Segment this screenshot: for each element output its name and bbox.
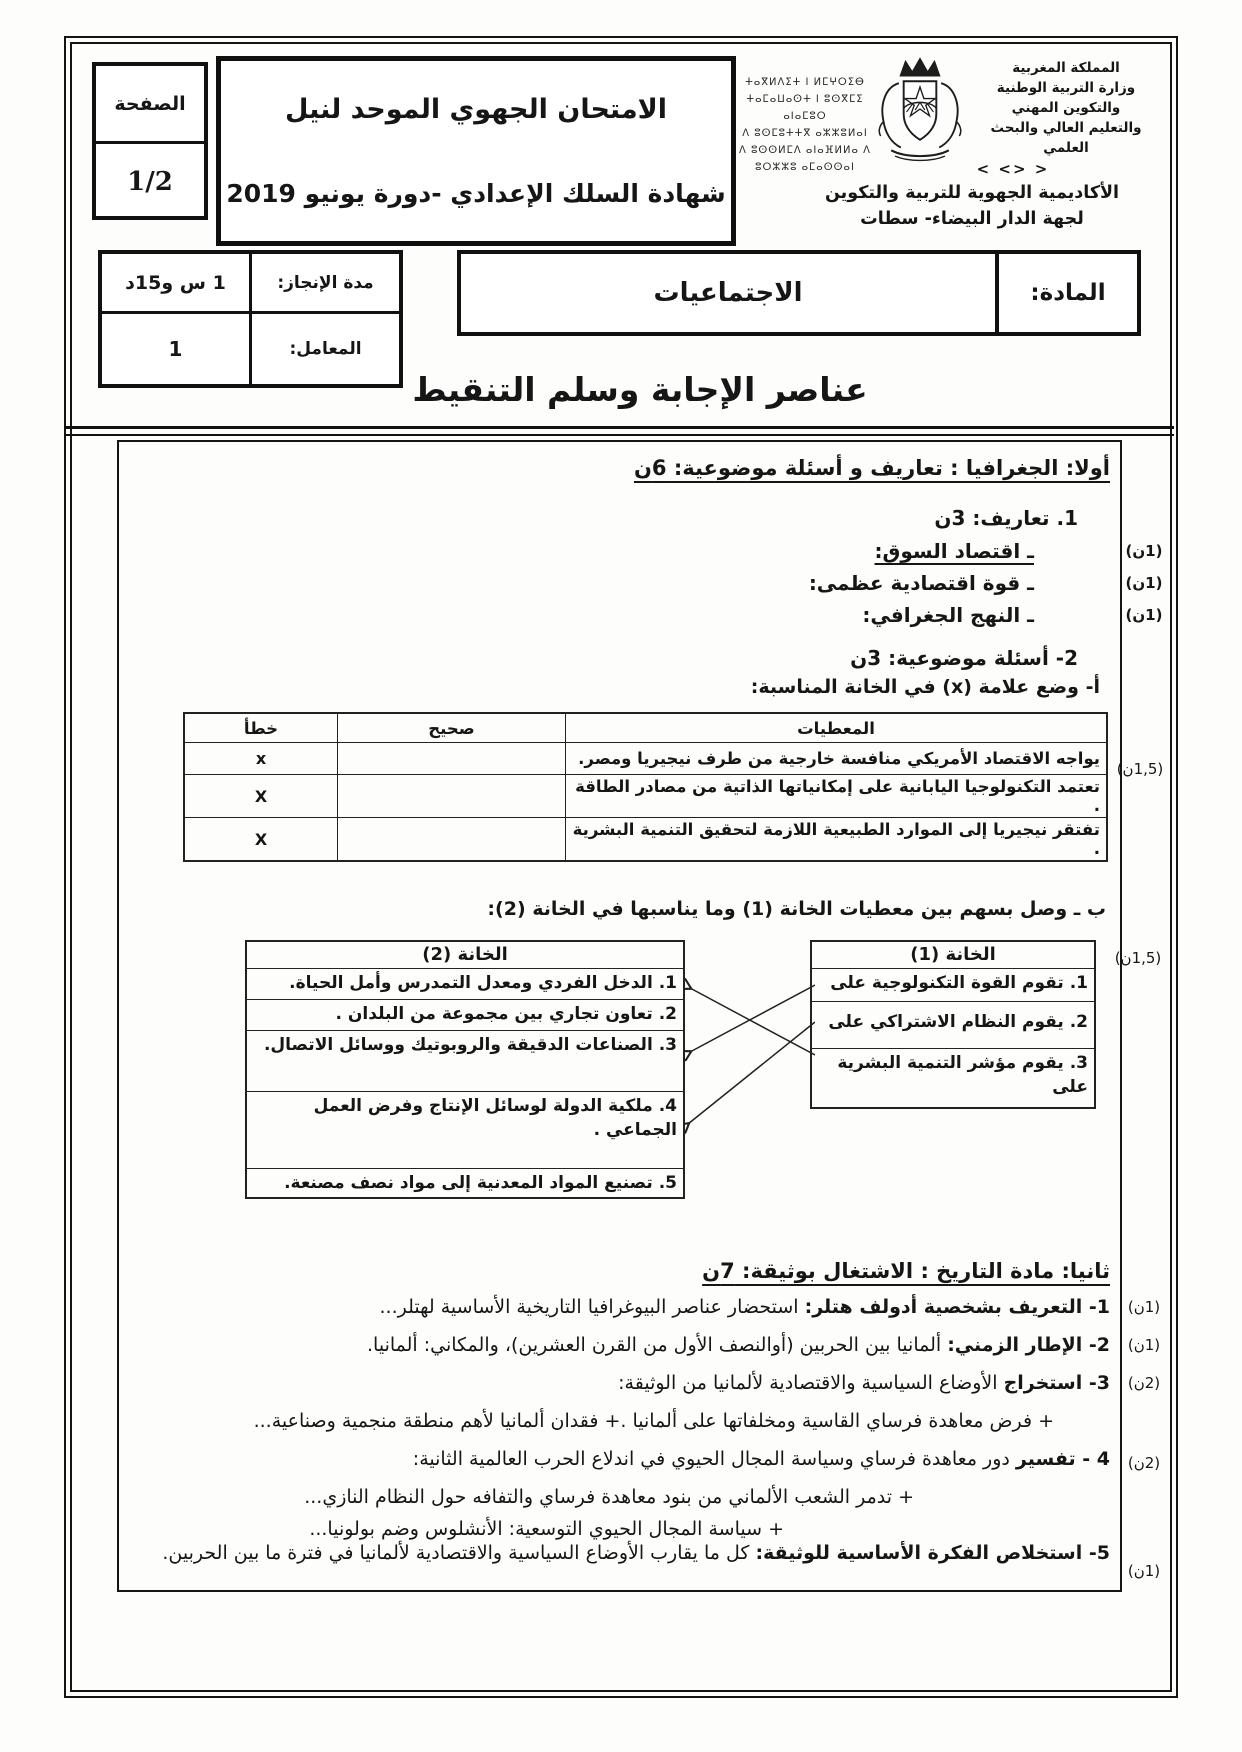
history-item-lead: 4 - تفسير [1015,1448,1110,1470]
matching-box-1 [810,940,1096,1109]
subject-label: المادة: [995,254,1137,332]
points-badge: (ن2) [1127,1454,1161,1472]
table-row [184,818,1107,862]
history-item [129,1542,1161,1580]
wrong-cell: X [184,818,338,862]
definition-term: ـ اقتصاد السوق: [874,539,1034,563]
history-item-text: + سياسة المجال الحيوي التوسعية: الأنشلوس وضم بولونيا... [309,1518,784,1540]
coefficient-value: 1 [168,337,183,361]
correct-cell [338,743,566,775]
history-section-heading: ثانيا: مادة التاريخ : الاشتغال بوثيقة: 7ن [702,1259,1110,1283]
points-badge: (ن1) [1125,542,1163,560]
points-badge: (ن1,5) [1114,949,1162,967]
history-item [129,1446,1161,1472]
duration-value: 1 س و15د [102,254,249,314]
box2-item: 4. ملكية الدولة لوسائل الإنتاج وفرض العمل الجماعي . [247,1092,683,1169]
history-item [129,1332,1161,1358]
col-wrong: خطأ [184,713,338,743]
ministry-line: والتكوين المهني [1011,100,1121,116]
points-badge: (ن1) [1125,606,1163,624]
objective-questions-heading: 2- أسئلة موضوعية: 3ن [850,646,1078,670]
tifinagh-line: ⴷ ⵓⵙⵙⵍⵎⴷ ⴰⵏⴰⴼⵍⵍⴰ ⴷ ⵓⵔⵣⵣⵓ ⴰⵎⴰⵙⵙⴰⵏ [739,145,871,173]
matching-arrows [684,968,815,1173]
points-badge: (ن1) [1127,1298,1161,1316]
history-item-text: ألمانيا بين الحربين (أوالنصف الأول من القرن العشرين)، والمكاني: ألمانيا. [367,1334,948,1356]
answer-content-box [117,440,1164,1592]
question-a-instruction: أ- وضع علامة (x) في الخانة المناسبة: [750,676,1100,698]
history-item-text: + فرض معاهدة فرساي القاسية ومخلفاتها على ألمانيا .+ فقدان ألمانيا لأهم منطقة منجمية وصناعية... [253,1410,1054,1432]
history-item-text: كل ما يقارب الأوضاع السياسية والاقتصادية لألمانيا في فترة ما بين الحربين. [162,1542,756,1564]
history-sub-item [129,1408,1114,1434]
matching-box-2 [245,940,685,1199]
table-row [184,775,1107,818]
box2-item: 5. تصنيع المواد المعدنية إلى مواد نصف مصنعة. [284,1173,677,1193]
tifinagh-line: ⵜⴰⵎⴰⵡⴰⵙⵜ ⵏ ⵓⵙⴳⵎⵉ ⴰⵏⴰⵎⵓⵔ [746,94,864,122]
definitions-heading: 1. تعاريف: 3ن [934,506,1078,530]
geography-section-heading: أولا: الجغرافيا : تعاريف و أسئلة موضوعية: 6ن [633,456,1110,480]
page-number-box [92,62,208,220]
ministry-line: والتعليم العالي والبحث العلمي [990,120,1142,156]
points-badge: (ن1) [1125,574,1163,592]
col-correct: صحيح [338,713,566,743]
coefficient-label: المعامل: [249,314,399,384]
academy-line1: الأكاديمية الجهوية للتربية والتكوين [824,183,1120,203]
box1-item: 1. تقوم القوة التكنولوجية على [812,969,1094,1002]
wrong-cell: x [184,743,338,775]
exam-title-box [216,56,736,246]
box2-item: 1. الدخل الفردي ومعدل التمدرس وأمل الحياة. [247,969,683,1000]
correct-cell [338,818,566,862]
points-badge: (ن1,5) [1116,760,1164,778]
history-item [129,1370,1161,1396]
col-statements: المعطيات [566,713,1108,743]
points-badge: (ن1) [1127,1562,1161,1580]
statement-cell: تعتمد التكنولوجيا اليابانية على إمكانياتها الذاتية من مصادر الطاقة . [566,775,1108,818]
duration-label: مدة الإنجاز: [249,254,399,314]
box2-item: 3. الصناعات الدقيقة والروبوتيك ووسائل الاتصال. [247,1031,683,1092]
academy-line2: لجهة الدار البيضاء- سطات [860,209,1084,229]
box1-item: 2. يقوم النظام الاشتراكي على [812,1002,1094,1049]
wrong-cell: X [184,775,338,818]
true-false-table [183,712,1108,862]
header-ornament: < <> > [976,160,1050,178]
ministry-arabic-text [968,58,1164,158]
duration-coefficient-table [98,250,403,388]
title-separator-rule [64,426,1174,436]
points-badge: (ن1) [1127,1336,1161,1354]
tifinagh-line: ⵜⴰⴳⵍⴷⵉⵜ ⵏ ⵍⵎⵖⵔⵉⴱ [745,77,865,88]
statement-cell: يواجه الاقتصاد الأمريكي منافسة خارجية من طرف نيجيريا ومصر. [566,743,1108,775]
history-item-text: استحضار عناصر البيوغرافيا التاريخية الأساسية لهتلر... [379,1296,805,1318]
answer-key-title: عناصر الإجابة وسلم التنقيط [412,370,868,409]
exam-title-line2: شهادة السلك الإعدادي -دورة يونيو 2019 [226,179,726,208]
history-item-text: دور معاهدة فرساي وسياسة المجال الحيوي في اندلاع الحرب العالمية الثانية: [412,1448,1016,1470]
ministry-tifinagh-text [732,74,878,176]
history-item-text: + تدمر الشعب الألماني من بنود معاهدة فرساي والتفافه حول النظام النازي... [304,1486,914,1508]
history-sub-item [129,1484,1114,1510]
history-sub-item [129,1516,1114,1542]
ministry-line: المملكة المغربية [1012,60,1120,76]
history-item-text: الأوضاع السياسية والاقتصادية لألمانيا من الوثيقة: [618,1372,1004,1394]
box2-title: الخانة (2) [247,942,683,969]
points-badge: (ن2) [1127,1374,1161,1392]
true-false-table-wrap [223,712,1164,862]
subject-table [457,250,1141,336]
ministry-line: وزارة التربية الوطنية [996,80,1136,96]
page-label: الصفحة [96,66,204,144]
subject-value: الاجتماعيات [653,278,803,308]
tifinagh-line: ⴷ ⵓⵙⵎⵓⵜⵜⴳ ⴰⵣⵣⵓⵍⴰⵏ [742,128,868,139]
box1-title: الخانة (1) [812,942,1094,969]
statement-cell: تفتقر نيجيريا إلى الموارد الطبيعية اللازمة لتحقيق التنمية البشرية . [566,818,1108,862]
definition-item [129,538,1163,564]
definition-term: ـ قوة اقتصادية عظمى: [808,571,1034,595]
question-b-instruction: ب ـ وصل بسهم بين معطيات الخانة (1) وما يناسبها في الخانة (2): [487,898,1106,920]
academy-name [770,180,1174,232]
box2-item: 2. تعاون تجاري بين مجموعة من البلدان . [247,1000,683,1031]
definition-term: ـ النهج الجغرافي: [862,603,1034,627]
definition-item [129,602,1163,628]
table-header-row [184,713,1107,743]
history-item-lead: 2- الإطار الزمني: [947,1334,1110,1356]
history-item [129,1294,1161,1320]
matching-exercise [125,935,1162,1211]
exam-title-line1: الامتحان الجهوي الموحد لنيل [284,94,668,125]
box1-item: 3. يقوم مؤشر التنمية البشرية على [837,1053,1088,1097]
history-item-lead: 5- استخلاص الفكرة الأساسية للوثيقة: [755,1542,1110,1564]
page-number: 1/2 [127,166,173,197]
morocco-coat-of-arms-icon [872,52,968,170]
correct-cell [338,775,566,818]
history-item-lead: 1- التعريف بشخصية أدولف هتلر: [804,1296,1110,1318]
definition-item [129,570,1163,596]
table-row [184,743,1107,775]
history-item-lead: 3- استخراج [1003,1372,1110,1394]
